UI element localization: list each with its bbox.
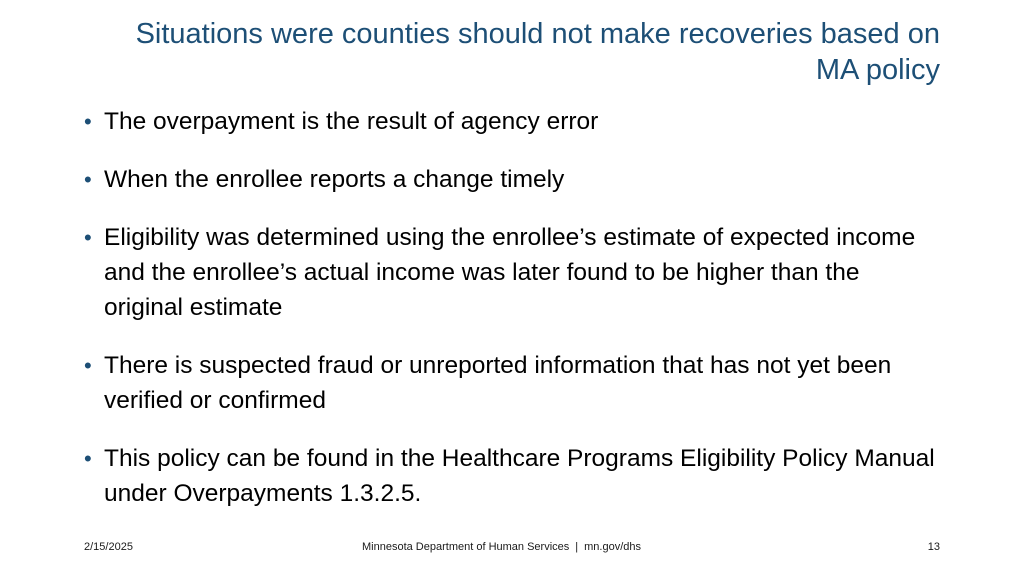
- bullet-item: [84, 220, 944, 325]
- slide-title: Situations were counties should not make recoveries based on MA policy: [135, 18, 940, 86]
- footer-organization-line: [362, 541, 641, 553]
- bullet-marker: •: [84, 353, 92, 378]
- footer-separator: |: [575, 541, 579, 553]
- footer-date: 2/15/2025: [84, 541, 133, 553]
- bullet-text: Eligibility was determined using the enrollee’s estimate of expected income and the enrollee’s actual income was later found to be higher than the original estimate: [104, 224, 916, 321]
- bullet-text: There is suspected fraud or unreported information that has not yet been verified or confirmed: [104, 352, 892, 414]
- bullet-marker: •: [84, 109, 92, 134]
- bullet-text: The overpayment is the result of agency error: [104, 108, 599, 135]
- bullet-marker: •: [84, 446, 92, 471]
- bullet-marker: •: [84, 167, 92, 192]
- bullet-text: This policy can be found in the Healthcare Programs Eligibility Policy Manual under Overpayments 1.3.2.5.: [104, 445, 935, 507]
- bullet-text: When the enrollee reports a change timely: [104, 166, 565, 193]
- footer-website: mn.gov/dhs: [584, 541, 641, 553]
- bullet-item: [84, 162, 944, 197]
- page-number: 13: [927, 541, 940, 553]
- bullet-marker: •: [84, 225, 92, 250]
- footer-organization: Minnesota Department of Human Services: [362, 541, 570, 553]
- bullet-item: [84, 104, 944, 139]
- bullet-item: [84, 348, 944, 418]
- bullet-item: [84, 441, 944, 511]
- bullet-list: [84, 104, 944, 511]
